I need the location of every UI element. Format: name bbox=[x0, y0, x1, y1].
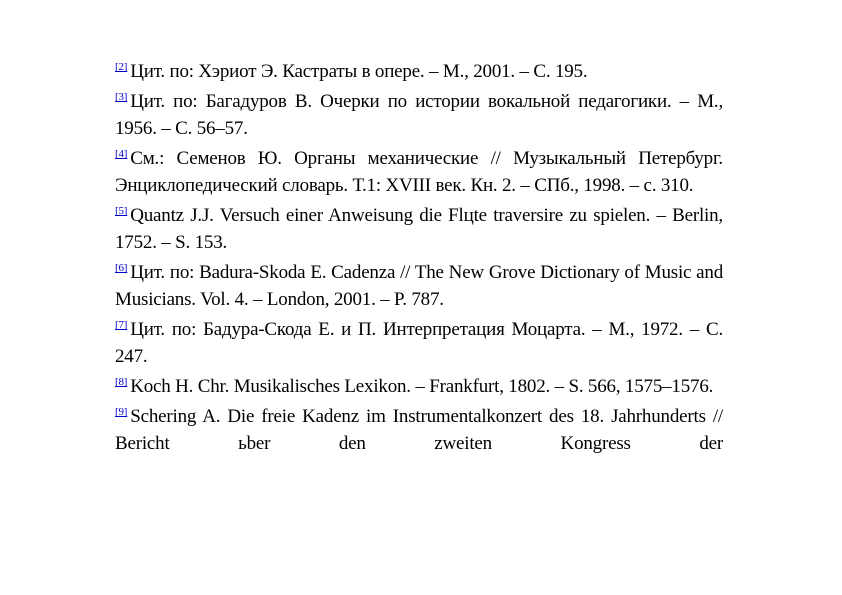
footnote-text-3: Цит. по: Багадуров В. Очерки по истории вокальной педагогики. – М., 1956. – С. 56–57. bbox=[115, 91, 723, 139]
footnote-text-5: Quantz J.J. Versuch einer Anweisung die Flцte traversire zu spielen. – Berlin, 1752. – S. 153. bbox=[115, 205, 723, 253]
footnote-ref-link-5[interactable]: [5] bbox=[115, 205, 128, 217]
footnote-ref-link-9[interactable]: [9] bbox=[115, 406, 128, 418]
footnote-7 bbox=[115, 316, 723, 370]
footnote-text-8: Koch H. Chr. Musikalisches Lexikon. – Frankfurt, 1802. – S. 566, 1575–1576. bbox=[130, 376, 714, 397]
footnote-text-9: Schering A. Die freie Kadenz im Instrumentalkonzert des 18. Jahrhunderts // Bericht ьber den zweiten Kongress der bbox=[115, 406, 723, 454]
footnote-2 bbox=[115, 58, 723, 85]
footnote-6 bbox=[115, 259, 723, 313]
footnote-ref-link-4[interactable]: [4] bbox=[115, 148, 128, 160]
footnote-text-6: Цит. по: Badura-Skoda E. Cadenza // The New Grove Dictionary of Music and Musicians. Vol. 4. – London, 2001. – P. 787. bbox=[115, 262, 723, 310]
footnote-ref-link-2[interactable]: [2] bbox=[115, 61, 128, 73]
footnote-ref-link-6[interactable]: [6] bbox=[115, 262, 128, 274]
footnote-5 bbox=[115, 202, 723, 256]
footnote-text-7: Цит. по: Бадура-Скода Е. и П. Интерпретация Моцарта. – М., 1972. – С. 247. bbox=[115, 319, 723, 367]
footnote-ref-link-7[interactable]: [7] bbox=[115, 319, 128, 331]
footnote-ref-link-3[interactable]: [3] bbox=[115, 91, 128, 103]
footnote-ref-link-8[interactable]: [8] bbox=[115, 376, 128, 388]
footnotes-list bbox=[115, 58, 723, 460]
footnote-3 bbox=[115, 88, 723, 142]
footnote-8 bbox=[115, 373, 723, 400]
footnote-9 bbox=[115, 403, 723, 457]
footnote-text-4: См.: Семенов Ю. Органы механические // Музыкальный Петербург. Энциклопедический словарь. Т.1: XVIII век. Кн. 2. – СПб., 1998. – с. 310. bbox=[115, 148, 723, 196]
footnote-text-2: Цит. по: Хэриот Э. Кастраты в опере. – М., 2001. – С. 195. bbox=[130, 61, 588, 82]
footnote-4 bbox=[115, 145, 723, 199]
